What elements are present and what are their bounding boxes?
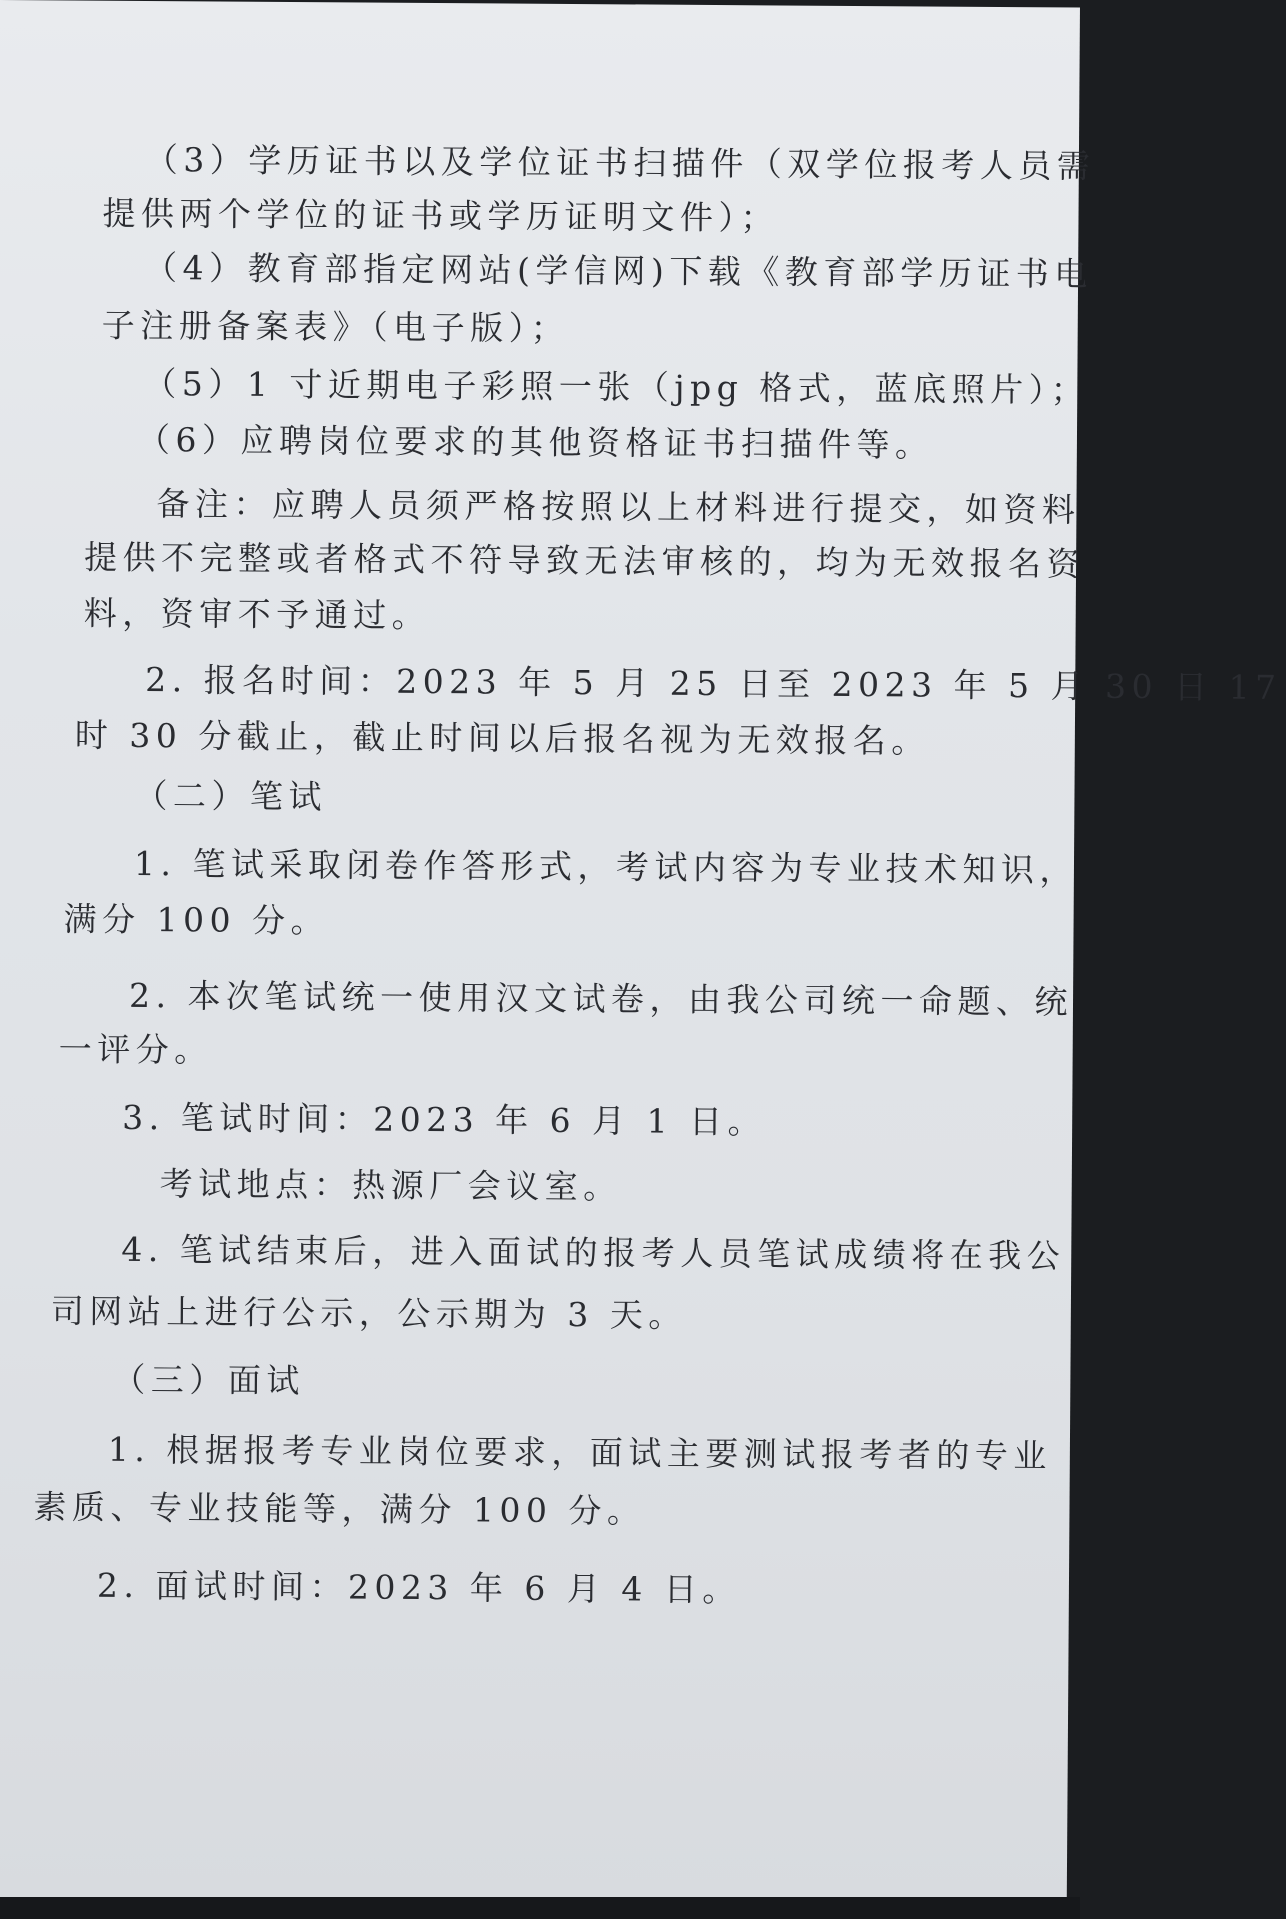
text-line: 一评分。 — [58, 1029, 213, 1070]
text-line: 2. 本次笔试统一使用汉文试卷，由我公司统一命题、统 — [128, 975, 1074, 1022]
text-line: 2. 报名时间：2023 年 5 月 25 日至 2023 年 5 月 30 日 17 — [145, 660, 1282, 707]
text-line: 2. 面试时间：2023 年 6 月 4 日。 — [96, 1565, 741, 1610]
text-line: 备注：应聘人员须严格按照以上材料进行提交，如资料 — [156, 484, 1081, 530]
text-line: （4）教育部指定网站(学信网)下载《教育部学历证书电 — [143, 248, 1093, 294]
text-line: 考试地点：热源厂会议室。 — [159, 1164, 622, 1207]
text-line: 料，资审不予通过。 — [83, 593, 431, 636]
text-line: （3）学历证书以及学位证书扫描件（双学位报考人员需 — [144, 140, 1096, 186]
section-heading: （二）笔试 — [134, 775, 328, 817]
text-line: 4. 笔试结束后，进入面试的报考人员笔试成绩将在我公 — [121, 1229, 1066, 1276]
text-line: 提供两个学位的证书或学历证明文件）； — [102, 193, 780, 238]
text-line: 司网站上进行公示，公示期为 3 天。 — [50, 1291, 687, 1335]
text-line: 1. 笔试采取闭卷作答形式，考试内容为专业技术知识， — [133, 843, 1079, 890]
text-line: 提供不完整或者格式不符导致无法审核的，均为无效报名资 — [83, 537, 1086, 584]
text-line: 素质、专业技能等，满分 100 分。 — [33, 1487, 646, 1531]
text-line: 3. 笔试时间：2023 年 6 月 1 日。 — [122, 1097, 767, 1142]
text-line: （6）应聘岗位要求的其他资格证书扫描件等。 — [136, 419, 934, 465]
text-line: 1. 根据报考专业岗位要求，面试主要测试报考者的专业 — [107, 1429, 1052, 1476]
text-line: （5）1 寸近期电子彩照一张（jpg 格式，蓝底照片）； — [143, 364, 1090, 410]
text-line: 时 30 分截止，截止时间以后报名视为无效报名。 — [74, 715, 930, 761]
background-surface — [0, 1897, 1080, 1919]
text-line: 满分 100 分。 — [63, 899, 330, 941]
text-line: 子注册备案表》（电子版）； — [101, 305, 570, 348]
section-heading: （三）面试 — [112, 1359, 306, 1401]
